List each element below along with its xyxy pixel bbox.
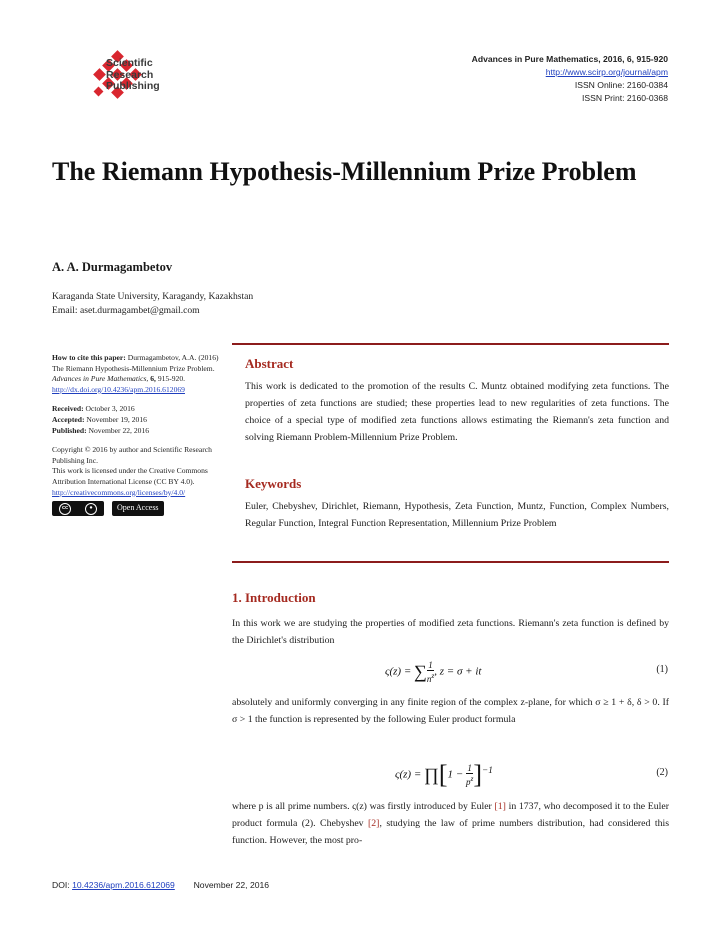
publisher-line-1: Scientific [106, 57, 153, 69]
abstract-heading: Abstract [245, 356, 294, 371]
published-date: November 22, 2016 [88, 425, 150, 435]
introduction-heading: 1. Introduction [232, 590, 316, 605]
cite-journal: Advances in Pure Mathematics, [52, 374, 149, 384]
equation-euler-product: ς(z) = ∏[1 − $\frac{1}{p^z}$ ]$^{-1}$ [395, 760, 493, 789]
publisher-name [106, 58, 160, 93]
license-badges [52, 501, 230, 516]
issn-online: ISSN Online: 2160-0384 [574, 80, 668, 90]
footer-doi-link[interactable]: 10.4236/apm.2016.612069 [72, 880, 175, 890]
license-link[interactable]: http://creativecommons.org/licenses/by/4.0/ [52, 487, 186, 497]
accepted-label: Accepted: [52, 414, 85, 424]
journal-header [472, 53, 668, 105]
cite-doi-link[interactable]: http://dx.doi.org/10.4236/apm.2016.612069 [52, 384, 185, 394]
equation-1-number: (1) [656, 664, 668, 675]
author-name: A. A. Durmagambetov [52, 260, 173, 274]
cite-text: Durmagambetov, A.A. (2016) The Riemann Hypothesis-Millennium Prize Problem. [52, 353, 219, 373]
cite-label: How to cite this paper: [52, 353, 126, 362]
intro-p3-part-c: , studying the law of prime numbers distribution, had considered this function. However, the most pro- [232, 818, 670, 846]
cite-pages: 915-920. [157, 374, 186, 384]
copyright-block [52, 445, 230, 516]
received-label: Received: [52, 404, 84, 414]
by-person-icon: ● [85, 503, 97, 515]
page-footer [52, 880, 269, 890]
affiliation-block [52, 290, 253, 318]
cc-icon: cc [59, 503, 71, 515]
dates-block [52, 404, 230, 436]
equation-zeta-dirichlet: ς(z) = ∑ $\frac{1}{n^z}$ , z = σ + it [385, 660, 482, 684]
abstract-text: This work is dedicated to the promotion of the results C. Muntz obtained modifying zeta functions. The properties of zeta functions are studied; these properties lead to new regularities of zeta functions. The choice of a special type of modified zeta functions allows estimating the Riemann's zeta function and solving Riemann Problem-Millennium Prize Problem. [245, 381, 669, 443]
keywords-text: Euler, Chebyshev, Dirichlet, Riemann, Hypothesis, Zeta Function, Muntz, Function, Complex Numbers, Regular Function, Integral Function Representation, Millennium Prize Problem [245, 501, 669, 529]
license-text: This work is licensed under the Creative Commons Attribution International License (CC BY 4.0). [52, 466, 208, 486]
paper-title: The Riemann Hypothesis-Millennium Prize Problem [52, 157, 637, 186]
intro-paragraph-3 [232, 798, 669, 849]
cite-volume: 6, [150, 374, 156, 384]
keywords-bottom-rule [232, 561, 669, 563]
article-info-sidebar [52, 353, 230, 525]
author-email: Email: aset.durmagambet@gmail.com [52, 305, 200, 316]
publisher-line-2: Research [106, 68, 154, 81]
publisher-line-3: Publishing [106, 80, 160, 92]
received-date: October 3, 2016 [85, 404, 135, 414]
abstract-top-rule [232, 343, 669, 345]
footer-date: November 22, 2016 [193, 880, 270, 890]
intro-paragraph-1: In this work we are studying the properties of modified zeta functions. Riemann's zeta function is defined by the Dirichlet's distribution [232, 618, 669, 646]
cc-by-badge[interactable] [52, 501, 104, 516]
keywords-heading: Keywords [245, 476, 302, 491]
published-label: Published: [52, 425, 87, 435]
affiliation: Karaganda State University, Karagandy, Kazakhstan [52, 291, 254, 302]
intro-p3-part-b: in 1737, who decomposed it to the Euler product formula (2). Chebyshev [232, 801, 670, 829]
journal-name: Advances in Pure Mathematics, 2016, 6, 915-920 [471, 54, 668, 64]
citation-block [52, 353, 230, 395]
open-access-badge[interactable]: Open Access [112, 501, 164, 516]
intro-paragraph-2: absolutely and uniformly converging in any finite region of the complex z-plane, for which σ ≥ 1 + δ, δ > 0. If σ > 1 the function is represented by the following Euler product formula [232, 697, 669, 725]
equation-2-number: (2) [656, 767, 668, 778]
accepted-date: November 19, 2016 [86, 414, 147, 424]
footer-doi-label: DOI: [52, 880, 70, 890]
reference-1-link[interactable]: [1] [494, 801, 506, 812]
reference-2-link[interactable]: [2] [368, 818, 380, 829]
issn-print: ISSN Print: 2160-0368 [582, 93, 668, 103]
intro-p3-part-a: where p is all prime numbers. ς(z) was firstly introduced by Euler [232, 801, 492, 812]
copyright-text: Copyright © 2016 by author and Scientific Research Publishing Inc. [52, 445, 212, 465]
journal-url-link[interactable]: http://www.scirp.org/journal/apm [545, 67, 668, 77]
